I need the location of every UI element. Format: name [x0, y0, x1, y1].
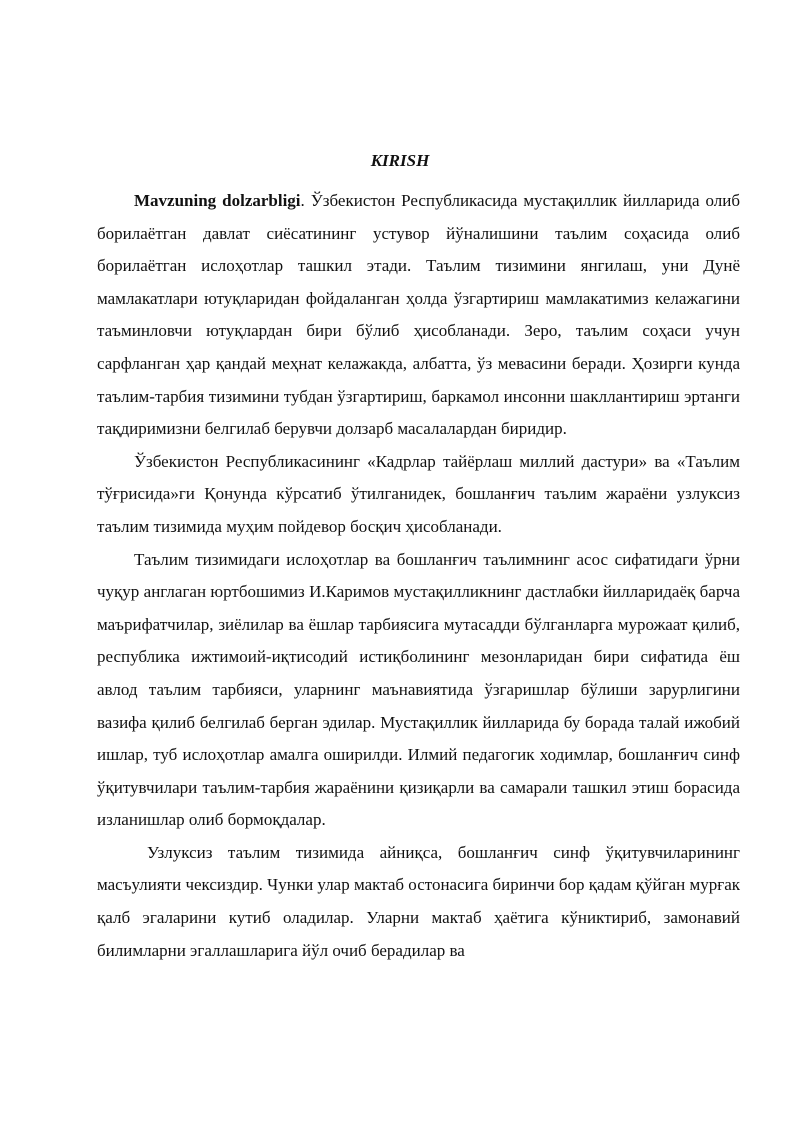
paragraph-reforms: Таълим тизимидаги ислоҳотлар ва бошланғич таълимнинг асос сифатидаги ўрни чуқур англаган юртбошимиз И.Каримов мустақилликнинг дастлабки йилларидаёқ барча маърифатчилар, зиёлилар ва ёшлар тарбиясига мутасадди бўлганларга мурожаат қилиб, республика ижтимоий-иқтисодий истиқболининг мезонларидан бири сифатида ёш авлод таълим тарбияси, уларнинг маънавиятида ўзгаришлар бўлиши зарурлигини вазифа қилиб белгилаб берган эдилар. Мустақиллик йилларида бу борада талай ижобий ишлар, туб ислоҳотлар амалга оширилди. Илмий педагогик ходимлар, бошланғич синф ўқитувчилари таълим-тарбия жараёнини қизиқарли ва самарали ташкил этиш борасида изланишлар олиб бормоқдалар. — [97, 549, 740, 830]
section-heading: KIRISH — [370, 151, 430, 170]
document-body — [97, 185, 740, 967]
paragraph-law: Ўзбекистон Республикасининг «Кадрлар тайёрлаш миллий дастури» ва «Таълим тўғрисида»ги Қонунда кўрсатиб ўтилганидек, бошланғич таълим жараёни узлуксиз таълим тизимида муҳим пойдевор босқич ҳисобланади. — [97, 451, 740, 536]
paragraph-text: . Ўзбекистон Республикасида мустақиллик йилларида олиб борилаётган давлат сиёсатининг устувор йўналишини таълим соҳасида олиб борилаётган ислоҳотлар ташкил этади. Таълим тизимини янгилаш, уни Дунё мамлакатлари ютуқларидан фойдаланган ҳолда ўзгартириш мамлакатимиз келажагини таъминловчи ютуқлардан бири бўлиб ҳисобланади. Зеро, таълим соҳаси учун сарфланган ҳар қандай меҳнат келажакда, албатта, ўз мевасини беради. Ҳозирги кунда таълим-тарбия тизимини тубдан ўзгартириш, баркамол инсонни шакллантириш эртанги тақдиримизни белгилаб берувчи долзарб масалалардан биридир. — [97, 191, 740, 439]
paragraph-teachers: Узлуксиз таълим тизимида айниқса, бошланғич синф ўқитувчиларининг масъулияти чексиздир. Чунки улар мактаб остонасига биринчи бор қадам қўйган мурғак қалб эгаларини кутиб оладилар. Уларни мактаб ҳаётига кўниктириб, замонавий билимларни эгаллашларига йўл очиб берадилар ва — [97, 842, 741, 960]
paragraph-relevance — [97, 185, 740, 446]
paragraph-lead: Mavzuning dolzarbligi — [134, 191, 301, 210]
